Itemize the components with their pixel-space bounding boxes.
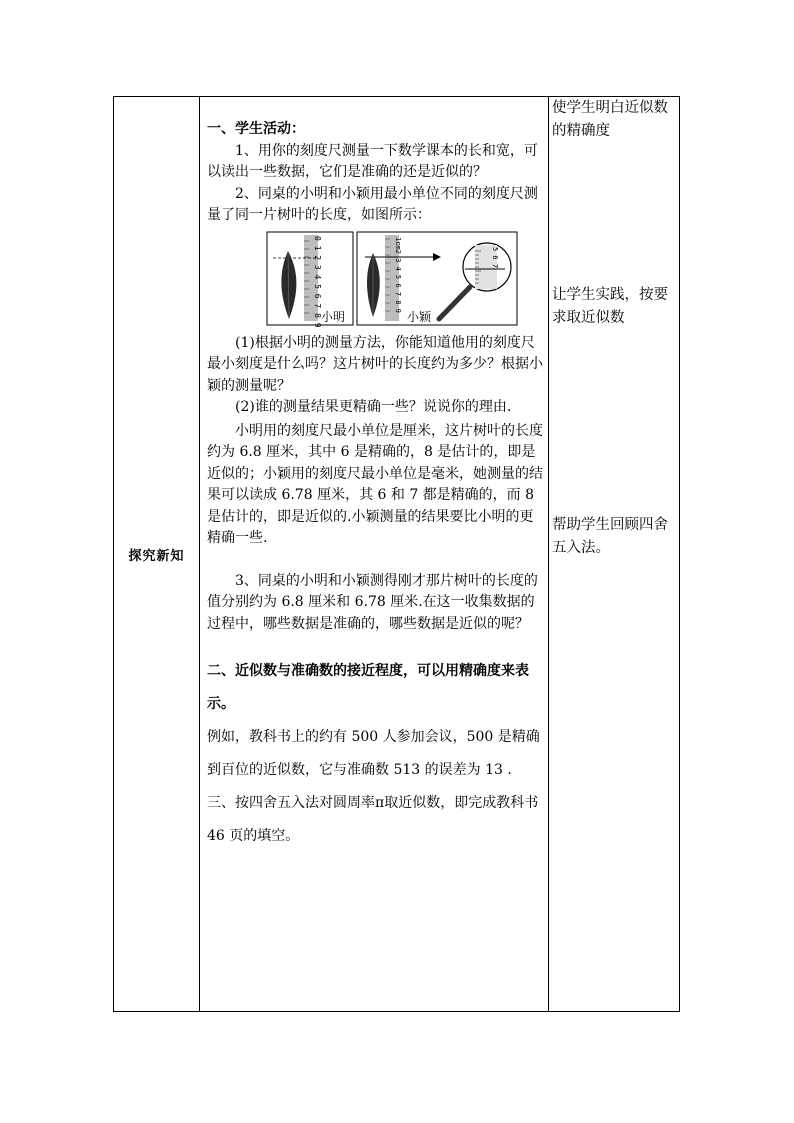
section2-title: 二、近似数与准确数的接近程度，可以用精确度来表示。: [207, 663, 529, 712]
leaf-ruler-figure: [207, 231, 543, 327]
label-xiaoming: 小明: [321, 309, 346, 324]
zoom-ruler-numbers: 5 6 7: [491, 246, 499, 268]
question-2-1: (1)根据小明的测量方法，你能知道他用的刻度尺最小刻度是什么吗？这片树叶的长度约为多少？根据小颖的测量呢？: [207, 334, 543, 394]
content-cell: [207, 119, 543, 853]
stage-cell: [114, 97, 199, 1011]
question-3: 3、同桌的小明和小颖测得刚才那片树叶的长度的值分别约为 6.8 厘米和 6.78 厘米.在这一收集数据的过程中，哪些数据是准确的，哪些数据是近似的呢？: [207, 572, 538, 632]
label-xiaoying: 小颖: [407, 309, 432, 324]
column-divider: [548, 97, 549, 1011]
stage-label: 探究新知: [128, 548, 185, 564]
question-2: 2、同桌的小明和小颖用最小单位不同的刻度尺测量了同一片树叶的长度，如图所示：: [207, 185, 538, 223]
note-1: 使学生明白近似数的精确度: [552, 100, 668, 139]
question-1: 1、用你的刻度尺测量一下数学课本的长和宽，可以读出一些数据，它们是准确的还是近似的？: [207, 142, 538, 180]
xiaoying-ruler-numbers: 1cm2 3 4 5 6 7 8 9: [394, 236, 402, 313]
note-3: 帮助学生回顾四舍五入法。: [552, 517, 668, 556]
note-2: 让学生实践，按要求取近似数: [552, 287, 668, 326]
column-divider: [199, 97, 200, 1011]
example-paragraph: 例如，教科书上的约有 500 人参加会议，500 是精确到百位的近似数，它与准确数 513 的误差为 13 .: [207, 729, 540, 778]
xiaoming-ruler-numbers: 0 1 2 3 4 5 6 7 8 9: [313, 235, 322, 327]
lesson-table: [113, 96, 680, 1012]
section3-paragraph: 三、按四舍五入法对圆周率π取近似数，即完成教科书 46 页的填空。: [207, 795, 539, 844]
section1-title: 一、学生活动：: [207, 121, 305, 137]
leaf-ruler-illustration: [207, 231, 543, 327]
answer-paragraph: 小明用的刻度尺最小单位是厘米，这片树叶的长度约为 6.8 厘米，其中 6 是精确的，8 是估计的，即是近似的；小颖用的刻度尺最小单位是毫米，她测量的结果可以读成 6.78 厘米，其 6 和 7 都是精确的，而 8 是估计的，即是近似的.小颖测量的结果要比小明的更精确一些.: [207, 422, 543, 546]
question-2-2: (2)谁的测量结果更精确一些？说说你的理由.: [235, 399, 512, 415]
